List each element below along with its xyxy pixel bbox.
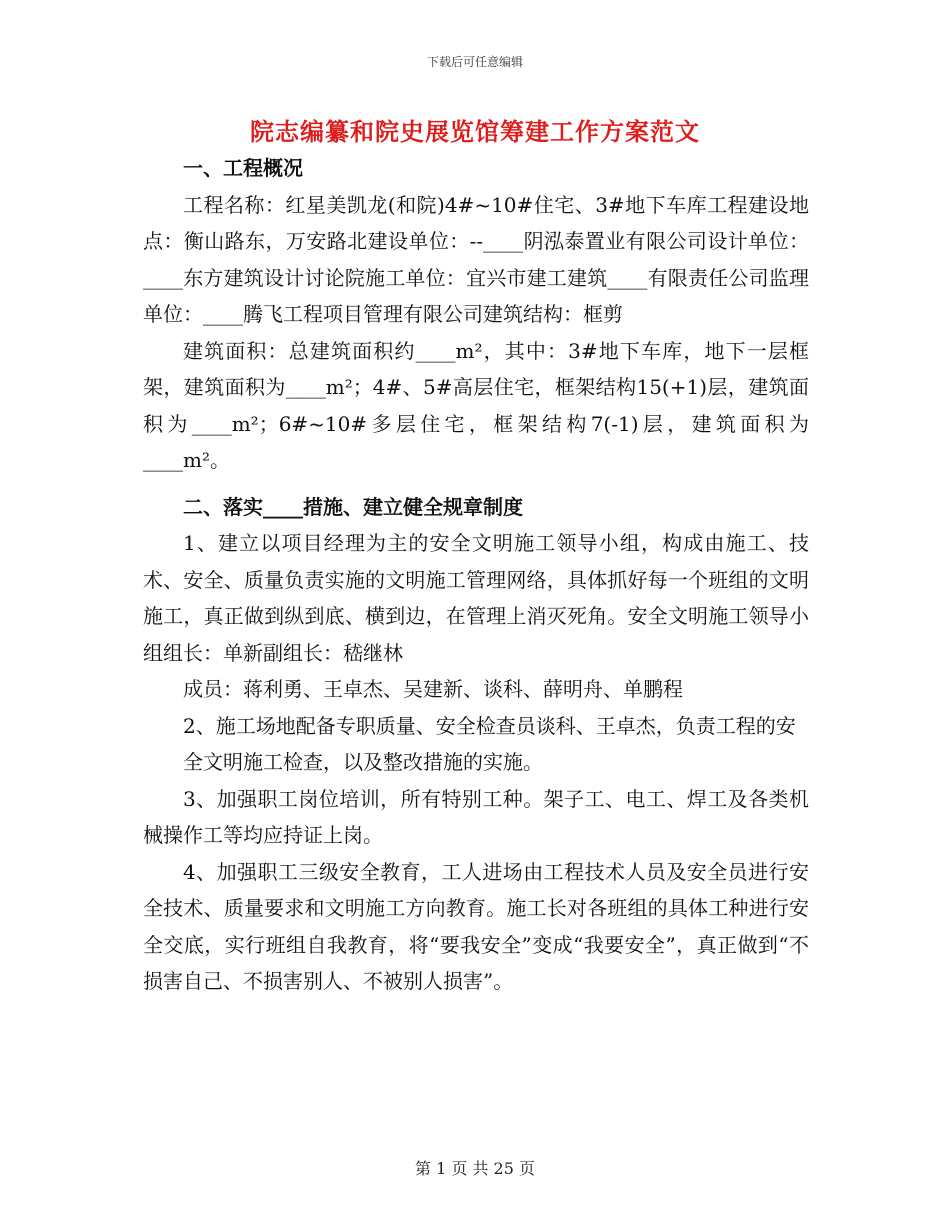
paragraph-building-area: 建筑面积：总建筑面积约____m²，其中：3#地下车库，地下一层框架，建筑面积为____m²；4#、5#高层住宅，框架结构15(+1)层，建筑面积为____m²；6#~10#多层住宅，框架结构7(-1)层，建筑面积为____m²。 [143, 338, 809, 472]
document-body [143, 150, 809, 1000]
paragraph-item-1: 1、建立以项目经理为主的安全文明施工领导小组，构成由施工、技术、安全、质量负责实施的文明施工管理网络，具体抓好每一个班组的文明施工，真正做到纵到底、横到边，在管理上消灭死角。安全文明施工领导小组组长：单新副组长：嵇继林 [143, 531, 809, 665]
paragraph-item-4: 4、加强职工三级安全教育，工人进场由工程技术人员及安全员进行安全技术、质量要求和文明施工方向教育。施工长对各班组的具体工种进行安全交底，实行班组自我教育，将“要我安全”变成“我要安全”，真正做到“不损害自己、不损害别人、不被别人损害”。 [143, 859, 809, 993]
header-note: 下载后可任意编辑 [426, 55, 523, 69]
document-title: 院志编纂和院史展览馆筹建工作方案范文 [250, 117, 700, 146]
paragraph-members: 成员：蒋利勇、王卓杰、吴建新、谈科、薛明舟、单鹏程 [183, 677, 683, 701]
section-heading-1: 一、工程概况 [183, 156, 303, 180]
paragraph-item-2-cont: 全文明施工检查，以及整改措施的实施。 [183, 750, 543, 774]
page-footer: 第 1 页 共 25 页 [415, 1159, 535, 1178]
paragraph-item-3: 3、加强职工岗位培训，所有特别工种。架子工、电工、焊工及各类机械操作工等均应持证上岗。 [143, 786, 809, 847]
section-heading-2: 二、落实____措施、建立健全规章制度 [183, 494, 523, 519]
paragraph-project-info: 工程名称：红星美凯龙(和院)4#~10#住宅、3#地下车库工程建设地点：衡山路东，万安路北建设单位：--____阴泓泰置业有限公司设计单位：____东方建筑设计讨论院施工单位：宜兴市建工建筑____有限责任公司监理单位：____腾飞工程项目管理有限公司建筑结构：框剪 [143, 192, 809, 326]
paragraph-item-2: 2、施工场地配备专职质量、安全检查员谈科、王卓杰，负责工程的安 [183, 713, 796, 738]
